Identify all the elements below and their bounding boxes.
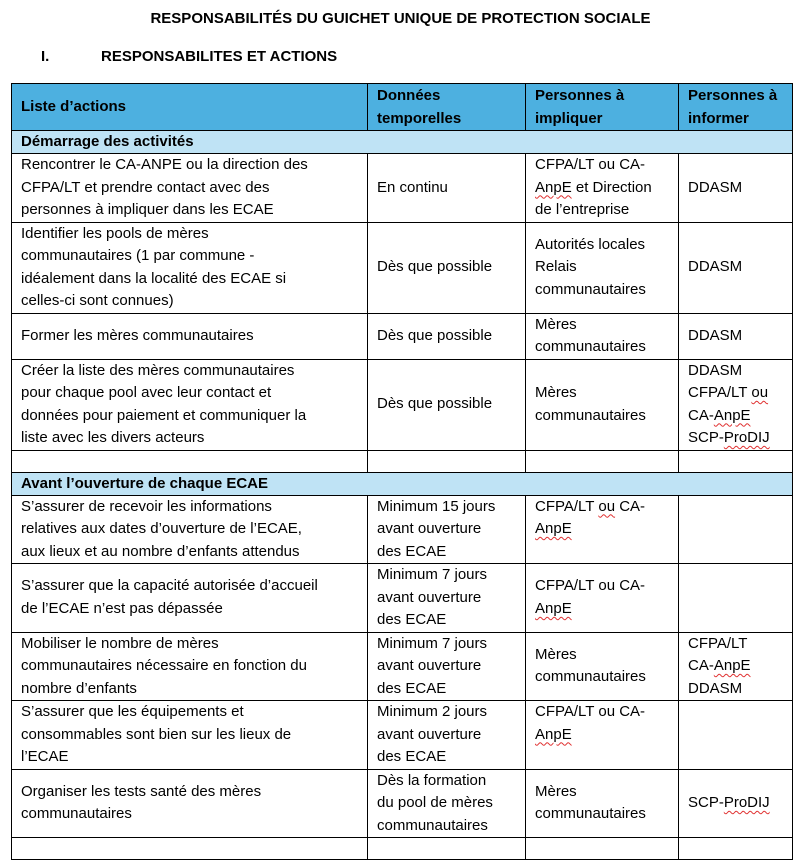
table-row bbox=[12, 495, 793, 564]
group-row-start bbox=[12, 131, 793, 154]
empty-row bbox=[12, 450, 793, 472]
time-cell: En continu bbox=[368, 154, 526, 223]
action-cell: S’assurer que les équipements et consommables sont bien sur les lieux de l’ECAE bbox=[12, 701, 368, 770]
inform-cell: DDASM bbox=[679, 313, 793, 359]
table-header-row bbox=[12, 84, 793, 131]
action-cell: Organiser les tests santé des mères communautaires bbox=[12, 769, 368, 838]
action-cell: S’assurer de recevoir les informations relatives aux dates d’ouverture de l’ECAE, aux lieux et au nombre d’enfants attendus bbox=[12, 495, 368, 564]
header-inform: Personnes à informer bbox=[679, 84, 793, 131]
section-number: I. bbox=[41, 48, 50, 65]
time-cell: Dès que possible bbox=[368, 222, 526, 313]
table-row bbox=[12, 632, 793, 701]
inform-cell: CFPA/LT CA-AnpE DDASM bbox=[679, 632, 793, 701]
table-row bbox=[12, 359, 793, 450]
table-row bbox=[12, 154, 793, 223]
group-label: Avant l’ouverture de chaque ECAE bbox=[12, 472, 793, 495]
time-cell: Minimum 15 jours avant ouverture des ECAE bbox=[368, 495, 526, 564]
involve-cell: CFPA/LT ou CA- AnpE bbox=[526, 701, 679, 770]
involve-cell: Mères communautaires bbox=[526, 632, 679, 701]
inform-cell: DDASM bbox=[679, 222, 793, 313]
involve-cell: Autorités locales Relais communautaires bbox=[526, 222, 679, 313]
inform-cell: SCP-ProDIJ bbox=[679, 769, 793, 838]
involve-cell: Mères communautaires bbox=[526, 769, 679, 838]
header-temporal: Données temporelles bbox=[368, 84, 526, 131]
action-cell: Former les mères communautaires bbox=[12, 313, 368, 359]
inform-cell bbox=[679, 701, 793, 770]
action-cell: Mobiliser le nombre de mères communautaires nécessaire en fonction du nombre d’enfants bbox=[12, 632, 368, 701]
involve-cell: CFPA/LT ou CA- AnpE bbox=[526, 495, 679, 564]
involve-cell: CFPA/LT ou CA- AnpE et Direction de l’entreprise bbox=[526, 154, 679, 223]
inform-cell: DDASM bbox=[679, 154, 793, 223]
action-cell: Rencontrer le CA-ANPE ou la direction des CFPA/LT et prendre contact avec des personnes à impliquer dans les ECAE bbox=[12, 154, 368, 223]
action-cell: Identifier les pools de mères communautaires (1 par commune - idéalement dans la localité des ECAE si celles-ci sont connues) bbox=[12, 222, 368, 313]
group-row-before bbox=[12, 472, 793, 495]
inform-cell bbox=[679, 495, 793, 564]
action-cell: Créer la liste des mères communautaires pour chaque pool avec leur contact et données pour paiement et communiquer la liste avec les divers acteurs bbox=[12, 359, 368, 450]
responsibilities-table bbox=[11, 83, 793, 860]
table-row bbox=[12, 313, 793, 359]
table-row bbox=[12, 564, 793, 633]
section-heading bbox=[41, 48, 337, 65]
document-title: RESPONSABILITÉS DU GUICHET UNIQUE DE PROTECTION SOCIALE bbox=[150, 10, 651, 27]
section-title: RESPONSABILITES ET ACTIONS bbox=[101, 48, 338, 65]
time-cell: Minimum 7 jours avant ouverture des ECAE bbox=[368, 632, 526, 701]
inform-cell: DDASM CFPA/LT ou CA-AnpE SCP-ProDIJ bbox=[679, 359, 793, 450]
table-row bbox=[12, 701, 793, 770]
involve-cell: Mères communautaires bbox=[526, 313, 679, 359]
table-row bbox=[12, 769, 793, 838]
involve-cell: Mères communautaires bbox=[526, 359, 679, 450]
table-row bbox=[12, 222, 793, 313]
time-cell: Minimum 2 jours avant ouverture des ECAE bbox=[368, 701, 526, 770]
action-cell: S’assurer que la capacité autorisée d’accueil de l’ECAE n’est pas dépassée bbox=[12, 564, 368, 633]
header-actions: Liste d’actions bbox=[12, 84, 368, 131]
time-cell: Dès que possible bbox=[368, 313, 526, 359]
time-cell: Dès que possible bbox=[368, 359, 526, 450]
involve-cell: CFPA/LT ou CA- AnpE bbox=[526, 564, 679, 633]
inform-cell bbox=[679, 564, 793, 633]
header-involve: Personnes à impliquer bbox=[526, 84, 679, 131]
time-cell: Dès la formation du pool de mères communautaires bbox=[368, 769, 526, 838]
time-cell: Minimum 7 jours avant ouverture des ECAE bbox=[368, 564, 526, 633]
group-label: Démarrage des activités bbox=[12, 131, 793, 154]
